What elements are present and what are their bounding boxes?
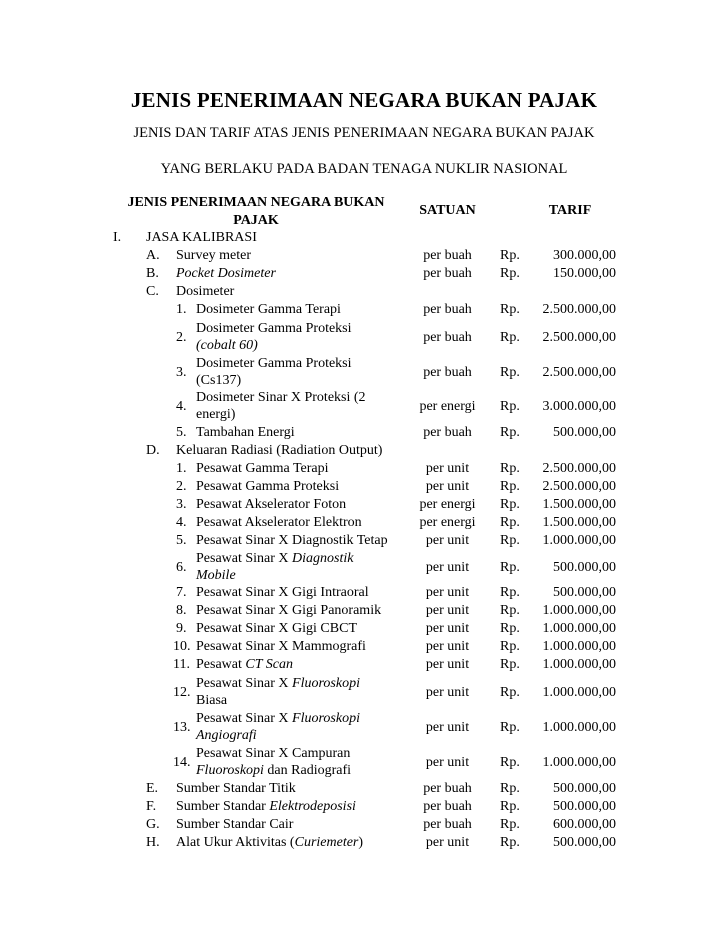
row-text-line1-italic: Fluoroskopi [292,711,360,726]
row-text: Dosimeter [176,284,235,299]
row-rp: Rp. [500,266,520,281]
row-text-line2: (cobalt 60) [196,338,258,353]
row-unit: per buah [423,799,472,814]
row-label: 2. [176,479,187,494]
row-unit: per energi [419,515,476,530]
section-number: I. [113,230,122,245]
row-text: Keluaran Radiasi (Radiation Output) [176,443,383,458]
row-rp: Rp. [500,657,520,672]
row-text: Pesawat Akselerator Foton [196,497,347,512]
row-amount: 150.000,00 [553,266,616,281]
row-rp: Rp. [500,248,520,263]
row-label: B. [146,266,159,281]
row-rp: Rp. [500,781,520,796]
row-text: Alat Ukur Aktivitas ( [176,835,295,850]
row-label: 1. [176,461,187,476]
row-unit: per unit [425,533,470,548]
row-label: 12. [173,685,191,700]
row-rp: Rp. [500,585,520,600]
page-title: JENIS PENERIMAAN NEGARA BUKAN PAJAK [130,88,598,112]
row-label: 3. [176,497,187,512]
row-text-line2: dan Radiografi [263,763,352,778]
row-amount: 1.000.000,00 [542,657,616,672]
row-rp: Rp. [500,515,520,530]
row-unit: per buah [423,248,472,263]
row-rp: Rp. [500,497,520,512]
row-text-line2: (Cs137) [196,373,242,388]
row-text-line1: Dosimeter Gamma Proteksi [196,356,352,371]
row-rp: Rp. [500,425,520,440]
row-text-close: ) [358,835,364,850]
row-rp: Rp. [500,621,520,636]
row-label: C. [146,284,159,299]
row-amount: 2.500.000,00 [542,479,616,494]
section-name: JASA KALIBRASI [146,230,257,245]
row-text-line2-italic: Fluoroskopi [196,763,264,778]
row-label: 2. [176,330,187,345]
row-unit: per unit [425,603,470,618]
row-text: Pesawat Akselerator Elektron [196,515,362,530]
row-amount: 500.000,00 [553,425,616,440]
row-rp: Rp. [500,817,520,832]
row-unit: per buah [423,266,472,281]
row-unit: per unit [425,657,470,672]
row-text-line1-italic: Fluoroskopi [292,676,360,691]
row-label: 10. [173,639,191,654]
row-label: F. [146,799,157,814]
header-jenis [118,194,394,230]
row-label: D. [146,443,160,458]
row-unit: per buah [423,425,472,440]
row-rp: Rp. [500,603,520,618]
row-amount: 500.000,00 [553,835,616,850]
row-amount: 1.000.000,00 [542,685,616,700]
row-amount: 1.000.000,00 [542,720,616,735]
row-text-line2: Biasa [196,693,228,708]
row-text-line1-italic: Diagnostik [292,551,354,566]
row-rp: Rp. [500,461,520,476]
header-jenis-line1: JENIS PENERIMAAN NEGARA BUKAN [127,195,385,210]
row-label: 13. [173,720,191,735]
row-amount: 600.000,00 [553,817,616,832]
row-amount: 2.500.000,00 [542,461,616,476]
row-amount: 1.500.000,00 [542,497,616,512]
row-label: 3. [176,365,187,380]
row-text: Pesawat Sinar X Mammografi [196,639,366,654]
row-amount: 500.000,00 [553,560,616,575]
row-rp: Rp. [500,365,520,380]
row-text: Pesawat Sinar X Gigi Intraoral [196,585,369,600]
row-unit: per buah [423,781,472,796]
row-unit: per unit [425,621,470,636]
row-rp: Rp. [500,685,520,700]
row-amount: 1.000.000,00 [542,621,616,636]
row-label: 5. [176,533,187,548]
row-text: Pesawat Gamma Proteksi [196,479,340,494]
row-amount: 2.500.000,00 [542,330,616,345]
row-label: A. [146,248,160,263]
row-text: Sumber Standar [176,799,270,814]
row-unit: per unit [425,720,470,735]
row-unit: per buah [423,817,472,832]
row-text: Survey meter [176,248,252,263]
header-satuan: SATUAN [419,203,476,218]
row-label: 4. [176,399,187,414]
row-text: Pocket Dosimeter [176,266,276,281]
subtitle-1: JENIS DAN TARIF ATAS JENIS PENERIMAAN NEGARA BUKAN PAJAK [133,125,595,141]
row-unit: per buah [423,330,472,345]
row-rp: Rp. [500,330,520,345]
row-amount: 500.000,00 [553,585,616,600]
header-tarif: TARIF [548,203,592,218]
row-label: G. [146,817,160,832]
row-rp: Rp. [500,799,520,814]
row-text-line1: Dosimeter Gamma Proteksi [196,321,352,336]
row-text: Pesawat [196,657,246,672]
row-unit: per unit [425,585,470,600]
row-amount: 1.000.000,00 [542,755,616,770]
row-text: Pesawat Sinar X Gigi CBCT [196,621,357,636]
row-label: 1. [176,302,187,317]
row-text: Sumber Standar Cair [176,817,294,832]
row-unit: per unit [425,639,470,654]
row-text: Dosimeter Gamma Terapi [196,302,341,317]
row-amount: 3.000.000,00 [542,399,616,414]
row-unit: per buah [423,302,472,317]
row-text-italic: Curiemeter [294,835,359,850]
row-amount: 1.000.000,00 [542,639,616,654]
row-amount: 2.500.000,00 [542,302,616,317]
row-unit: per energi [419,399,476,414]
row-label: 9. [176,621,187,636]
row-unit: per unit [425,755,470,770]
row-unit: per unit [425,560,470,575]
row-amount: 1.000.000,00 [542,603,616,618]
row-rp: Rp. [500,835,520,850]
header-jenis-line2: PAJAK [233,213,279,228]
row-label: 11. [173,657,190,672]
row-text: Pesawat Sinar X Diagnostik Tetap [196,533,388,548]
row-rp: Rp. [500,399,520,414]
row-label: 14. [173,755,191,770]
row-text-line1: Pesawat Sinar X Campuran [196,746,351,761]
row-label: 5. [176,425,187,440]
row-unit: per buah [423,365,472,380]
row-label: H. [146,835,160,850]
row-text: Sumber Standar Titik [176,781,296,796]
row-text: Pesawat Gamma Terapi [196,461,329,476]
row-amount: 1.500.000,00 [542,515,616,530]
row-amount: 2.500.000,00 [542,365,616,380]
row-label: E. [146,781,159,796]
row-rp: Rp. [500,560,520,575]
row-label: 6. [176,560,187,575]
subtitle-2: YANG BERLAKU PADA BADAN TENAGA NUKLIR NASIONAL [160,161,568,177]
row-unit: per unit [425,835,470,850]
row-rp: Rp. [500,639,520,654]
row-text-italic: CT Scan [245,657,293,672]
row-text-line1: Dosimeter Sinar X Proteksi (2 [196,390,366,405]
row-label: 7. [176,585,187,600]
row-text-line2: Angiografi [196,728,257,743]
row-rp: Rp. [500,479,520,494]
row-text-line2: Mobile [196,568,236,583]
row-rp: Rp. [500,533,520,548]
row-unit: per unit [425,685,470,700]
row-label: 8. [176,603,187,618]
row-rp: Rp. [500,302,520,317]
row-amount: 500.000,00 [553,781,616,796]
row-amount: 300.000,00 [553,248,616,263]
row-unit: per unit [425,461,470,476]
row-unit: per unit [425,479,470,494]
row-text: Tambahan Energi [196,425,295,440]
row-text-line1: Pesawat Sinar X [196,551,293,566]
row-text-line1: Pesawat Sinar X [196,711,293,726]
row-unit: per energi [419,497,476,512]
row-label: 4. [176,515,187,530]
row-amount: 500.000,00 [553,799,616,814]
row-text: Pesawat Sinar X Gigi Panoramik [196,603,382,618]
row-rp: Rp. [500,755,520,770]
row-amount: 1.000.000,00 [542,533,616,548]
row-rp: Rp. [500,720,520,735]
row-text-italic: Elektrodeposisi [269,799,356,814]
row-text-line2: energi) [196,407,236,422]
row-text-line1: Pesawat Sinar X [196,676,293,691]
